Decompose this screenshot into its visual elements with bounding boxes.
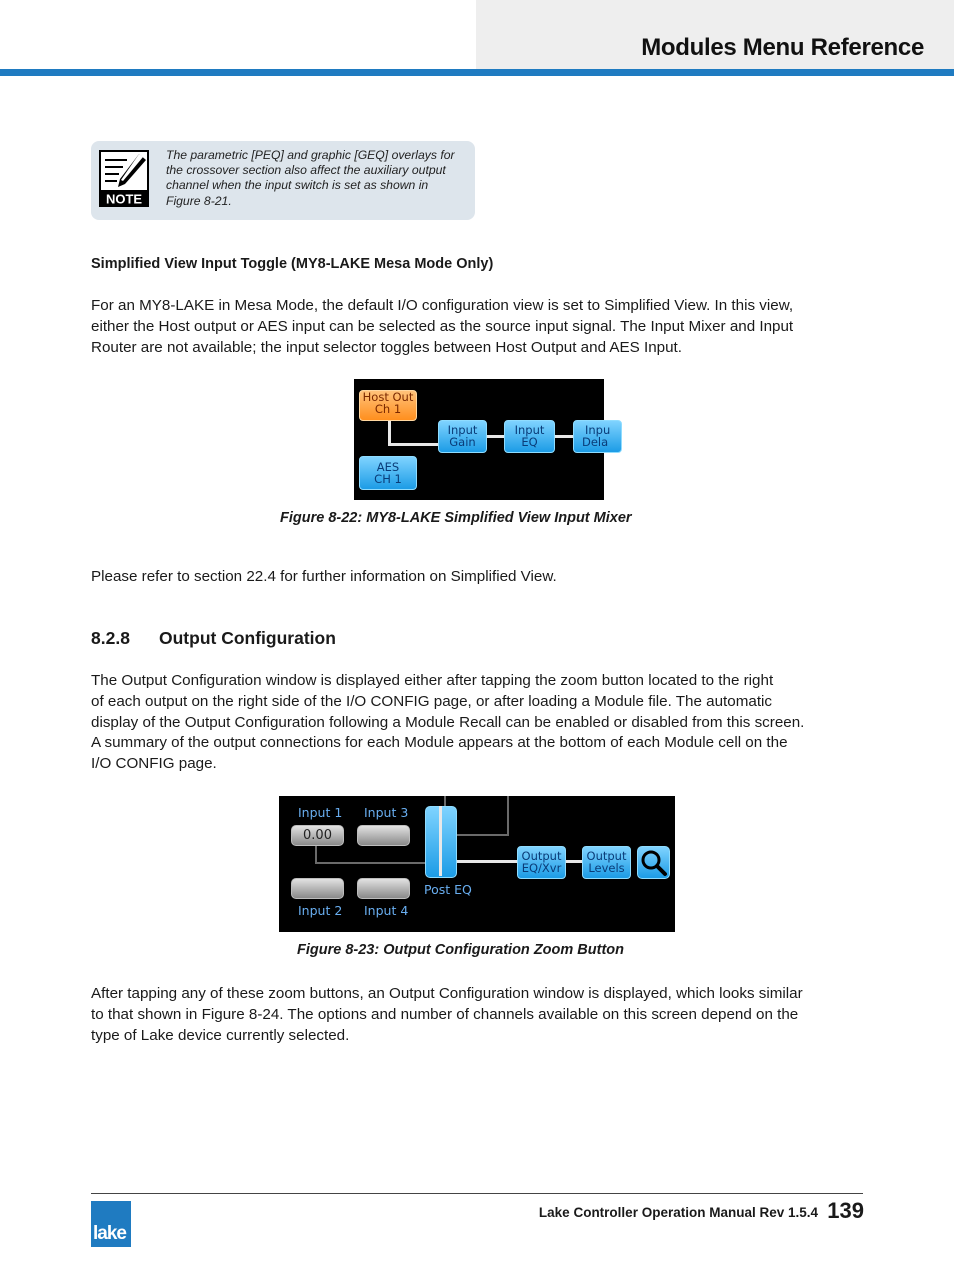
input-3-button[interactable] [357,825,410,846]
output-levels-block[interactable] [582,846,631,879]
paragraph-line: either the Host output or AES input can be selected as the source input signal. The Input Mixer and Input [91,317,794,335]
section-title: Output Configuration [159,628,336,648]
zoom-button[interactable] [637,846,670,879]
wire [315,862,425,864]
paragraph-line: For an MY8-LAKE in Mesa Mode, the default I/O configuration view is set to Simplified View. In this view, [91,297,794,314]
block-label: Input [514,423,545,437]
block-label: Gain [449,435,476,449]
block-label: CH 1 [374,472,402,486]
simplified-paragraph [91,296,793,358]
input-2-label: Input 2 [298,903,343,918]
wire [388,443,438,446]
paragraph-line: display of the Output Configuration following a Module Recall can be enabled or disabled from this screen. [91,713,805,731]
input-4-button[interactable] [357,878,410,899]
note-line: The parametric [PEQ] and graphic [GEQ] overlays for [166,148,455,162]
block-label: Levels [588,861,625,875]
figure-caption: Figure 8-22: MY8-LAKE Simplified View Input Mixer [280,510,632,526]
manual-title: Lake Controller Operation Manual Rev 1.5.4 [538,1205,818,1220]
note-line: channel when the input switch is set as shown in [166,178,429,193]
note-icon [99,150,149,207]
aes-ch1-button[interactable] [359,456,417,490]
input-3-label: Input 3 [364,805,409,820]
note-text [166,148,471,209]
paragraph-line: The Output Configuration window is displayed either after tapping the zoom button located to the right [91,672,774,689]
paragraph-line: I/O CONFIG page. [91,755,217,773]
block-label: Host Out [362,390,414,404]
refer-paragraph: Please refer to section 22.4 for further information on Simplified View. [91,568,557,585]
output-eq-xvr-block[interactable] [517,846,566,879]
paragraph-line: A summary of the output connections for each Module appears at the bottom of each Module cell on the [91,734,788,752]
paragraph-line: type of Lake device currently selected. [91,1026,350,1044]
block-label: Dela [582,435,609,449]
figure-output-configuration [279,796,675,932]
wire [388,419,391,445]
block-label: Ch 1 [374,402,402,416]
block-label: AES [376,460,400,474]
input-1-label: Input 1 [298,805,343,820]
host-out-ch1-button[interactable] [359,390,417,421]
wire [455,860,517,863]
block-label: Output [586,849,627,863]
note-line: Figure 8-21. [166,193,232,208]
wire [554,435,574,438]
block-label: EQ [521,435,538,449]
note-line: the crossover section also affect the auxiliary output [166,163,446,178]
block-label: Inpu [585,423,611,437]
paragraph-line: After tapping any of these zoom buttons, an Output Configuration window is displayed, which looks similar [91,985,803,1002]
post-eq-label: Post EQ [424,882,472,897]
paragraph-line: Router are not available; the input selector toggles between Host Output and AES Input. [91,338,682,356]
block-label: Input [447,423,478,437]
page-title: Modules Menu Reference [641,34,924,61]
section-paragraph [91,671,804,775]
page-number: 139 [827,1198,864,1223]
input-eq-block[interactable] [504,420,555,453]
input-2-button[interactable] [291,878,344,899]
input-1-value-button[interactable]: 0.00 [291,825,344,846]
block-label: EQ/Xvr [521,861,562,875]
figure-caption: Figure 8-23: Output Configuration Zoom Button [297,942,625,958]
section-number: 8.2.8 [91,628,130,648]
paragraph-line: to that shown in Figure 8-24. The options and number of channels available on this screen depend on the [91,1005,799,1023]
wire [507,796,509,836]
paragraph-line: of each output on the right side of the I/O CONFIG page, or after loading a Module file. The automatic [91,692,773,710]
block-label: Output [521,849,562,863]
subsection-heading: Simplified View Input Toggle (MY8-LAKE Mesa Mode Only) [91,256,494,272]
lake-logo [91,1201,131,1247]
note-icon-label: NOTE [105,191,143,207]
input-delay-block[interactable] [573,420,622,453]
wire [439,806,442,876]
input-4-label: Input 4 [364,903,409,918]
wire [484,435,504,438]
magnifier-icon [638,847,669,878]
input-gain-block[interactable] [438,420,487,453]
header-rule [0,69,954,76]
footer-rule [91,1193,863,1194]
after-paragraph [91,984,803,1046]
figure-simplified-input-mixer [354,379,611,500]
wire [565,860,583,863]
logo-text: lake [93,1223,126,1244]
